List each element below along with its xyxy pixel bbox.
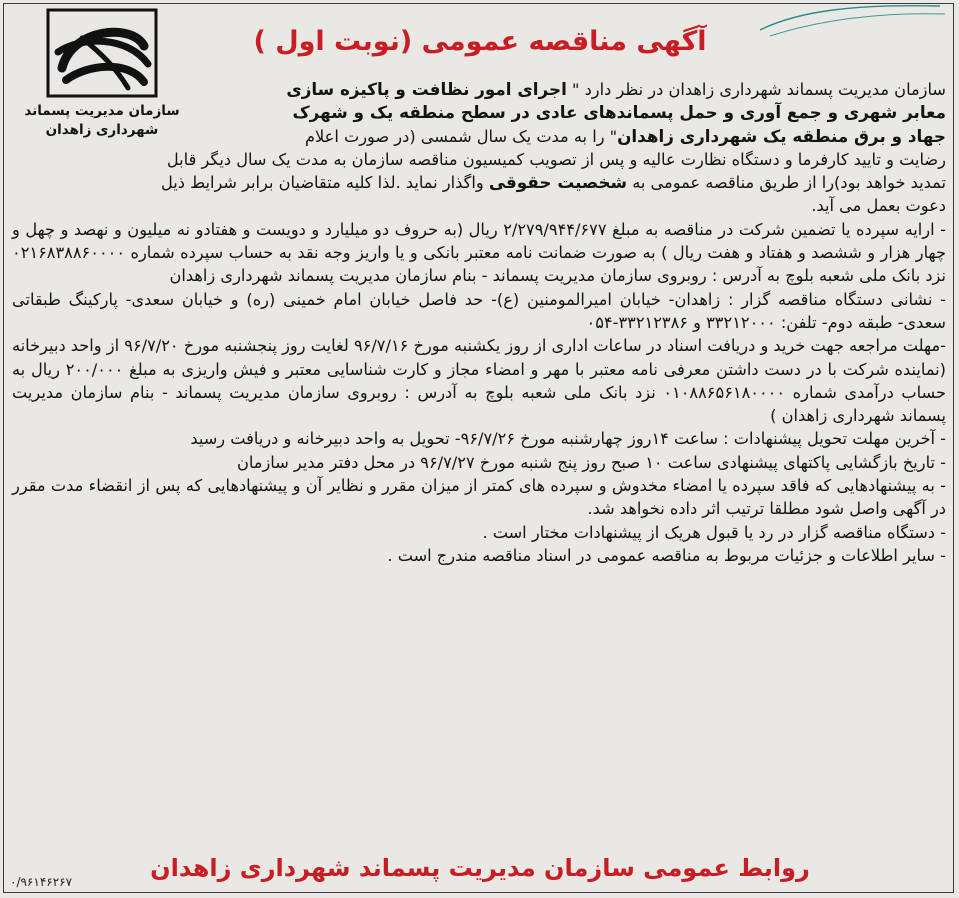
decorative-swoosh — [740, 0, 955, 40]
intro-line-4: رضایت و تایید کارفرما و دستگاه نظارت عالیه و پس از تصویب کمیسیون مناقصه سازمان به مدت یک سال دیگر قابل — [166, 149, 946, 169]
condition-address: - نشانی دستگاه مناقصه گزار : زاهدان- خیابان امیرالمومنین (ع)- حد فاصل خیابان امام خمینی (ره) و خیابان سعدی- پارکینگ طبقاتی سعدی- طبقه دوم- تلفن: ۳۳۲۱۲۰۰۰ و ۳۳۲۱۲۳۸۶-۰۵۴ — [12, 289, 946, 332]
public-relations-footer: روابط عمومی سازمان مدیریت پسماند شهرداری زاهدان — [150, 854, 810, 882]
intro-line-1 — [182, 78, 946, 101]
condition-opening-date: - تاریخ بازگشایی پاکتهای پیشنهادی ساعت ۱۰ صبح روز پنج شنبه مورخ ۹۶/۷/۲۷ در محل دفتر مدیر سازمان — [236, 452, 946, 472]
intro-line1-bold: اجرای امور نظافت و پاکیزه سازی — [286, 79, 567, 99]
intro-line1-normal: سازمان مدیریت پسماند شهرداری زاهدان در نظر دارد " — [566, 80, 946, 99]
logo-caption-line1: سازمان مدیریت پسماند — [24, 103, 180, 119]
condition-authority: - دستگاه مناقصه گزار در رد یا قبول هریک از پیشنهادات مختار است . — [482, 522, 946, 542]
intro-line-6: دعوت بعمل می آید. — [811, 196, 946, 216]
intro-line5-b: واگذار نماید .لذا کلیه متقاضیان برابر شرایط ذیل — [160, 173, 489, 193]
logo-caption-line2: شهرداری زاهدان — [45, 122, 159, 138]
intro-line5-bold: شخصیت حقوقی — [488, 172, 628, 193]
intro-line-2: معابر شهری و جمع آوری و حمل پسماندهای عادی در سطح منطقه یک و شهرک — [292, 102, 946, 123]
intro-line3-normal: " را به مدت یک سال شمسی (در صورت اعلام — [305, 126, 618, 146]
intro-line-5 — [12, 171, 946, 194]
condition-document-purchase: -مهلت مراجعه جهت خرید و دریافت اسناد در ساعات اداری از روز یکشنبه مورخ ۹۶/۷/۱۶ لغایت روز پنجشنبه مورخ ۹۶/۷/۲۰ از واحد دبیرخانه (نماینده شرکت با در دست داشتن معرفی نامه معتبر با مهر و امضاء مجاز و کارت شناسایی معتبر و فیش واریزی به مبلغ ۲۰۰/۰۰۰ ریال به حساب درآمدی شماره ۰۱۰۸۸۶۵۶۱۸۰۰۰۰ نزد بانک ملی شعبه بلوچ به آدرس : روبروی سازمان مدیریت پسماند - بنام سازمان مدیریت پسماند شهرداری زاهدان ) — [12, 336, 947, 426]
notice-body — [12, 78, 946, 567]
notice-title: آگهی مناقصه عمومی (نوبت اول ) — [253, 26, 707, 57]
condition-submission-deadline: - آخرین مهلت تحویل پیشنهادات : ساعت ۱۴روز چهارشنبه مورخ ۹۶/۷/۲۶- تحویل به واحد دبیرخانه و دریافت رسید — [190, 429, 946, 449]
intro-line3-bold: جهاد و برق منطقه یک شهرداری زاهدان — [617, 125, 946, 146]
condition-invalid-bids: - به پیشنهادهایی که فاقد سپرده یا امضاء مخدوش و سپرده های کمتر از میزان مقرر و نظایر آن و پیشنهادهایی که پس از انقضاء مدت مقرر در آگهی واصل شود مطلقا ترتیب اثر داده نخواهد شد. — [12, 476, 946, 519]
intro-line5-a: تمدید خواهد بود)را از طریق مناقصه عمومی به — [627, 173, 946, 193]
intro-line-3 — [12, 125, 946, 148]
condition-other-info: - سایر اطلاعات و جزئیات مربوط به مناقصه عمومی در اسناد مناقصه مندرج است . — [387, 545, 946, 565]
notice-code: ۰/۹۶۱۴۶۲۶۷ — [10, 875, 73, 889]
condition-deposit: - ارایه سپرده یا تضمین شرکت در مناقصه به مبلغ ۲/۲۷۹/۹۴۴/۶۷۷ ریال (به حروف دو میلیارد و دویست و هفتادو نه میلیون و نهصد و چهل و چهار هزار و ششصد و هفتاد و هفت ریال ) به صورت ضمانت نامه معتبر بانکی و یا واریز وجه نقد به حساب سپرده شماره ۰۲۱۶۸۳۸۸۶۰۰۰۰ نزد بانک ملی شعبه بلوچ به آدرس : روبروی سازمان مدیریت پسماند - بنام سازمان مدیریت پسماند شهرداری زاهدان — [12, 219, 946, 286]
